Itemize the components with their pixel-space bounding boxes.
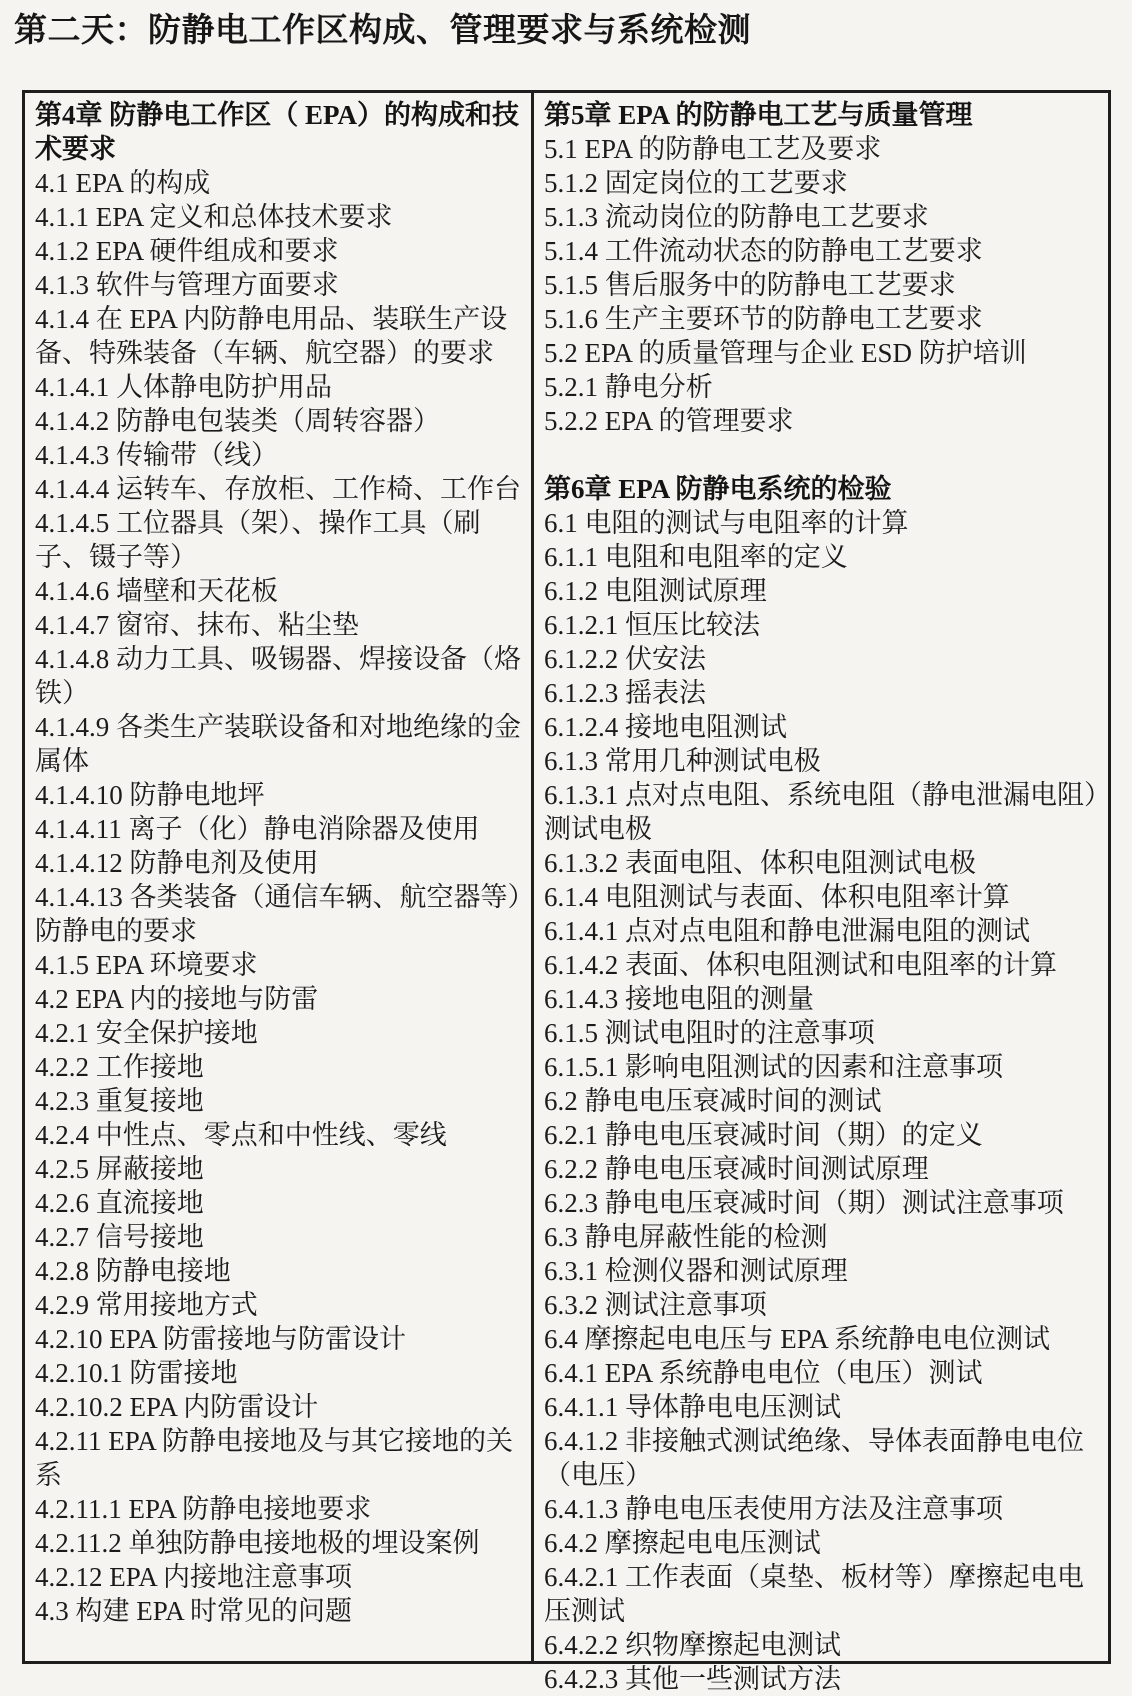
toc-entry: 4.1.1 EPA 定义和总体技术要求 (35, 202, 393, 232)
chapter-heading: 第6章 EPA 防静电系统的检验 (544, 474, 892, 504)
toc-entry: 4.1.4.9 各类生产装联设备和对地绝缘的金属体 (35, 712, 521, 776)
toc-entry: 6.1.2.2 伏安法 (544, 644, 706, 674)
toc-entry: 4.2.6 直流接地 (35, 1188, 204, 1218)
page-title: 第二天：防静电工作区构成、管理要求与系统检测 (14, 13, 751, 49)
toc-entry: 4.2.2 工作接地 (35, 1052, 204, 1082)
chapter-heading: 第5章 EPA 的防静电工艺与质量管理 (544, 100, 973, 130)
toc-entry: 6.4 摩擦起电电压与 EPA 系统静电电位测试 (544, 1324, 1051, 1354)
toc-entry: 5.1 EPA 的防静电工艺及要求 (544, 134, 882, 164)
toc-entry: 4.2.1 安全保护接地 (35, 1018, 258, 1048)
toc-entry: 6.4.1.2 非接触式测试绝缘、导体表面静电电位（电压） (544, 1426, 1084, 1490)
toc-entry: 4.1.4.8 动力工具、吸锡器、焊接设备（烙铁） (35, 644, 521, 708)
toc-entry: 6.1.3.2 表面电阻、体积电阻测试电极 (544, 848, 976, 878)
toc-entry: 4.1.2 EPA 硬件组成和要求 (35, 236, 339, 266)
toc-entry: 4.1.3 软件与管理方面要求 (35, 270, 339, 300)
toc-table (22, 90, 1111, 1694)
toc-entry: 6.2.2 静电电压衰减时间测试原理 (544, 1154, 929, 1184)
toc-spacer (544, 438, 1100, 472)
toc-entry: 4.1.4.4 运转车、存放柜、工作椅、工作台 (35, 474, 521, 504)
toc-entry: 6.4.2.1 工作表面（桌垫、板材等）摩擦起电电压测试 (544, 1562, 1084, 1626)
toc-entry: 4.2.10 EPA 防雷接地与防雷设计 (35, 1324, 407, 1354)
toc-entry: 6.1.1 电阻和电阻率的定义 (544, 542, 848, 572)
toc-entry: 6.1.5 测试电阻时的注意事项 (544, 1018, 875, 1048)
toc-entry: 6.1.2 电阻测试原理 (544, 576, 767, 606)
toc-entry: 4.2.11.1 EPA 防静电接地要求 (35, 1494, 372, 1524)
toc-entry: 6.1.2.1 恒压比较法 (544, 610, 760, 640)
toc-entry: 6.4.1.3 静电电压表使用方法及注意事项 (544, 1494, 1003, 1524)
toc-entry: 4.2.7 信号接地 (35, 1222, 204, 1252)
toc-entry: 4.1.4.5 工位器具（架）、操作工具（刷子、镊子等） (35, 508, 481, 572)
toc-column-chapter4 (25, 93, 534, 1661)
toc-entry: 6.1 电阻的测试与电阻率的计算 (544, 508, 909, 538)
toc-entry: 5.1.2 固定岗位的工艺要求 (544, 168, 848, 198)
toc-entry: 5.2 EPA 的质量管理与企业 ESD 防护培训 (544, 338, 1027, 368)
toc-entry: 4.1.4.3 传输带（线） (35, 440, 278, 470)
toc-entry: 5.2.2 EPA 的管理要求 (544, 406, 794, 436)
toc-entry: 4.1 EPA 的构成 (35, 168, 211, 198)
toc-entry: 5.1.4 工件流动状态的防静电工艺要求 (544, 236, 983, 266)
toc-entry: 6.1.4.1 点对点电阻和静电泄漏电阻的测试 (544, 916, 1030, 946)
toc-entry: 6.2 静电电压衰减时间的测试 (544, 1086, 882, 1116)
toc-entry: 4.1.5 EPA 环境要求 (35, 950, 258, 980)
toc-entry: 6.3.1 检测仪器和测试原理 (544, 1256, 848, 1286)
toc-entry: 6.4.2 摩擦起电电压测试 (544, 1528, 821, 1558)
toc-entry: 4.2.5 屏蔽接地 (35, 1154, 204, 1184)
toc-entry: 4.2.10.2 EPA 内防雷设计 (35, 1392, 319, 1422)
toc-entry: 6.2.3 静电电压衰减时间（期）测试注意事项 (544, 1188, 1064, 1218)
toc-entry: 4.2.8 防静电接地 (35, 1256, 231, 1286)
toc-entry: 4.3 构建 EPA 时常见的问题 (35, 1596, 353, 1626)
toc-column-chapter5-6 (534, 93, 1108, 1694)
toc-entry: 6.1.4.3 接地电阻的测量 (544, 984, 814, 1014)
toc-entry: 6.1.4.2 表面、体积电阻测试和电阻率的计算 (544, 950, 1057, 980)
toc-entry: 6.1.3.1 点对点电阻、系统电阻（静电泄漏电阻）测试电极 (544, 780, 1098, 844)
toc-entry: 4.2.12 EPA 内接地注意事项 (35, 1562, 353, 1592)
toc-entry: 5.1.3 流动岗位的防静电工艺要求 (544, 202, 929, 232)
toc-entry: 4.1.4.10 防静电地坪 (35, 780, 265, 810)
toc-entry: 4.1.4.13 各类装备（通信车辆、航空器等）防静电的要求 (35, 882, 521, 946)
chapter-heading: 第4章 防静电工作区（ EPA）的构成和技术要求 (35, 100, 519, 164)
toc-entry: 6.4.1.1 导体静电电压测试 (544, 1392, 841, 1422)
toc-entry: 6.1.4 电阻测试与表面、体积电阻率计算 (544, 882, 1010, 912)
toc-entry: 6.4.2.3 其他一些测试方法 (544, 1664, 841, 1694)
toc-entry: 6.4.1 EPA 系统静电电位（电压）测试 (544, 1358, 983, 1388)
toc-entry: 4.1.4 在 EPA 内防静电用品、装联生产设备、特殊装备（车辆、航空器）的要求 (35, 304, 508, 368)
toc-entry: 6.1.5.1 影响电阻测试的因素和注意事项 (544, 1052, 1003, 1082)
toc-entry: 6.4.2.2 织物摩擦起电测试 (544, 1630, 841, 1660)
toc-entry: 6.1.2.4 接地电阻测试 (544, 712, 787, 742)
toc-entry: 4.2.11.2 单独防静电接地极的埋设案例 (35, 1528, 480, 1558)
toc-entry: 4.2.11 EPA 防静电接地及与其它接地的关系 (35, 1426, 514, 1490)
toc-entry: 5.2.1 静电分析 (544, 372, 713, 402)
toc-entry: 4.2 EPA 内的接地与防雷 (35, 984, 319, 1014)
toc-entry: 5.1.5 售后服务中的防静电工艺要求 (544, 270, 956, 300)
toc-entry: 4.2.3 重复接地 (35, 1086, 204, 1116)
toc-entry: 5.1.6 生产主要环节的防静电工艺要求 (544, 304, 983, 334)
toc-entry: 4.2.4 中性点、零点和中性线、零线 (35, 1120, 447, 1150)
toc-entry: 4.1.4.12 防静电剂及使用 (35, 848, 319, 878)
toc-entry: 6.3 静电屏蔽性能的检测 (544, 1222, 828, 1252)
toc-entry: 4.2.10.1 防雷接地 (35, 1358, 238, 1388)
toc-entry: 6.1.3 常用几种测试电极 (544, 746, 821, 776)
toc-entry: 4.1.4.11 离子（化）静电消除器及使用 (35, 814, 480, 844)
toc-entry: 6.1.2.3 摇表法 (544, 678, 706, 708)
toc-entry: 4.1.4.2 防静电包装类（周转容器） (35, 406, 440, 436)
toc-entry: 6.3.2 测试注意事项 (544, 1290, 767, 1320)
toc-entry: 6.2.1 静电电压衰减时间（期）的定义 (544, 1120, 983, 1150)
toc-entry: 4.1.4.6 墙壁和天花板 (35, 576, 278, 606)
toc-entry: 4.1.4.1 人体静电防护用品 (35, 372, 332, 402)
toc-entry: 4.2.9 常用接地方式 (35, 1290, 258, 1320)
toc-entry: 4.1.4.7 窗帘、抹布、粘尘垫 (35, 610, 359, 640)
